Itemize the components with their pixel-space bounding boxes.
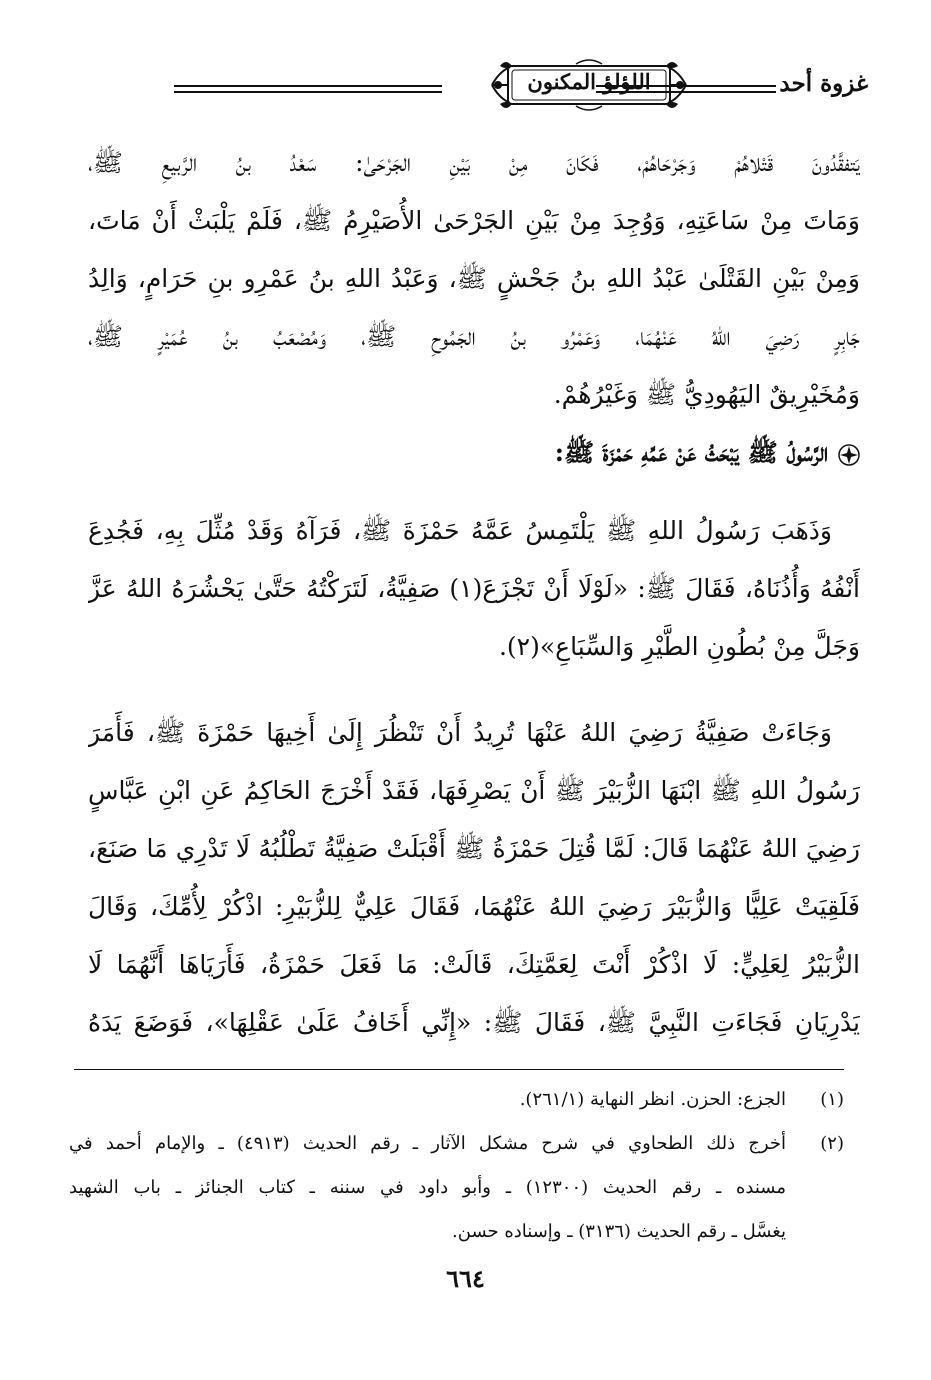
section-heading [88, 424, 860, 482]
page-header [84, 56, 868, 120]
section-heading-text: الرَّسُولُ ﷺ يَبْحَثُ عَنْ عَمِّهِ حَمْزَةَ ﷺ: [554, 438, 828, 467]
text-line: رَسُولُ اللهِ ﷺ ابْنَهَا الزُّبَيْرَ ﷺ أَنْ يَصْرِفَهَا، فَقَدْ أَخْرَجَ الحَاكِمُ عَنِ ابْنِ عَبَّاسٍ [88, 776, 860, 805]
book-title: اللؤلؤ المكنون [527, 69, 651, 94]
chapter-title: غزوة أحد [779, 70, 868, 97]
footnote-line: الجزع: الحزن. انظر النهاية (٢٦١/١). [519, 1089, 786, 1110]
text-line: جَابِرٍ رَضِيَ اللهُ عَنْهُمَا، وَعَمْرُو بنُ الجَمُوحِ ﷺ، وَمُصْعَبُ بنُ عُمَيْرٍ ﷺ، [88, 322, 860, 351]
footnote-line: أخرج ذلك الطحاوي في شرح مشكل الآثار ـ رقم الحديث (٤٩١٣) ـ والإمام أحمد في [69, 1133, 786, 1154]
footnote-1 [69, 1078, 844, 1122]
text-line: الزُّبَيْرُ لِعَلِيٍّ: لَا اذْكُرْ أَنْتَ لِعَمَّتِكَ، قَالَتْ: مَا فَعَلَ حَمْزَةُ، فَأَرَيَاهَا أَنَّهُمَا لَا [88, 950, 860, 979]
text-line: وَمَاتَ مِنْ سَاعَتِهِ، وَوُجِدَ مِنْ بَيْنِ الجَرْحَىٰ الأُصَيْرِمُ ﷺ، فَلَمْ يَلْبَثْ أَنْ مَاتَ، [88, 206, 860, 235]
text-line: وَذَهَبَ رَسُولُ اللهِ ﷺ يَلْتَمِسُ عَمَّهُ حَمْزَةَ ﷺ، فَرَآهُ وَقَدْ مُثِّلَ بِهِ، فَجُدِعَ [88, 516, 832, 545]
text-line: وَمِنْ بَيْنِ القَتْلَىٰ عَبْدُ اللهِ بنُ جَحْشٍ ﷺ، وَعَبْدُ اللهِ بنُ عَمْرِو بنِ حَرَامٍ، وَالِدُ [88, 264, 860, 293]
paragraph-1 [88, 134, 860, 424]
text-line: وَجَلَّ مِنْ بُطُونِ الطَّيْرِ وَالسِّبَاعِ»(٢). [498, 632, 860, 661]
text-line: أَنْفُهُ وَأُذُنَاهُ، فَقَالَ ﷺ: «لَوْلَا أَنْ تَجْزَعَ(١) صَفِيَّةُ، لَتَرَكْتُهُ حَتَّىٰ يَحْشُرَهُ اللهُ عَزَّ [88, 574, 860, 603]
footnote-2 [69, 1122, 844, 1254]
footnote-separator [74, 1069, 844, 1070]
paragraph-3 [88, 704, 860, 1052]
book-title-cartouche [486, 56, 692, 114]
main-text [88, 134, 860, 1052]
footnote-line: مسنده ـ رقم الحديث (١٢٣٠٠) ـ وأبو داود في سننه ـ كتاب الجنائز ـ باب الشهيد [69, 1177, 786, 1198]
text-line: يَتفقَّدُونَ قَتْلاهُمْ وَجَرْحَاهُمْ، فَكَانَ مِنْ بَيْنِ الجَرْحَىٰ: سَعْدُ بنُ الرَّبيعِ ﷺ، [88, 148, 860, 177]
text-line: يَدْرِيَانِ فَجَاءَتِ النَّبِيَّ ﷺ، فَقَالَ ﷺ: «إِنِّي أَخَافُ عَلَىٰ عَقْلِهَا»، فَوَضَعَ يَدَهُ [88, 1008, 860, 1037]
paragraph-2 [88, 502, 860, 676]
footnote-line: يغسَّل ـ رقم الحديث (٣١٣٦) ـ وإسناده حسن. [452, 1221, 786, 1242]
text-line: رَضِيَ اللهُ عَنْهُمَا قَالَ: لَمَّا قُتِلَ حَمْزَةُ ﷺ أَقْبَلَتْ صَفِيَّةُ تَطْلُبُهُ لَا تَدْرِي مَا صَنَعَ، [88, 834, 860, 863]
footnote-number: (١) [820, 1089, 844, 1110]
text-line: وَمُخَيْرِيقٌ اليَهُودِيُّ ﷺ وَغَيْرُهُمْ. [553, 380, 860, 409]
text-line: وَجَاءَتْ صَفِيَّةُ رَضِيَ اللهُ عَنْهَا تُرِيدُ أَنْ تَنْظُرَ إِلَىٰ أَخِيهَا حَمْزَةَ ﷺ، فَأَمَرَ [88, 718, 832, 747]
text-line: فَلَقِيَتْ عَلِيًّا وَالزُّبَيْرَ رَضِيَ اللهُ عَنْهُمَا، فَقَالَ عَلِيٌّ لِلزُّبَيْرِ: اذْكُرْ لِأُمِّكَ، وَقَالَ [88, 892, 860, 921]
header-rule-left [174, 85, 442, 93]
page-number: ٦٦٤ [446, 1264, 485, 1293]
flower-bullet-icon [838, 444, 860, 466]
footnote-number: (٢) [820, 1133, 844, 1154]
footnotes [69, 1078, 844, 1254]
